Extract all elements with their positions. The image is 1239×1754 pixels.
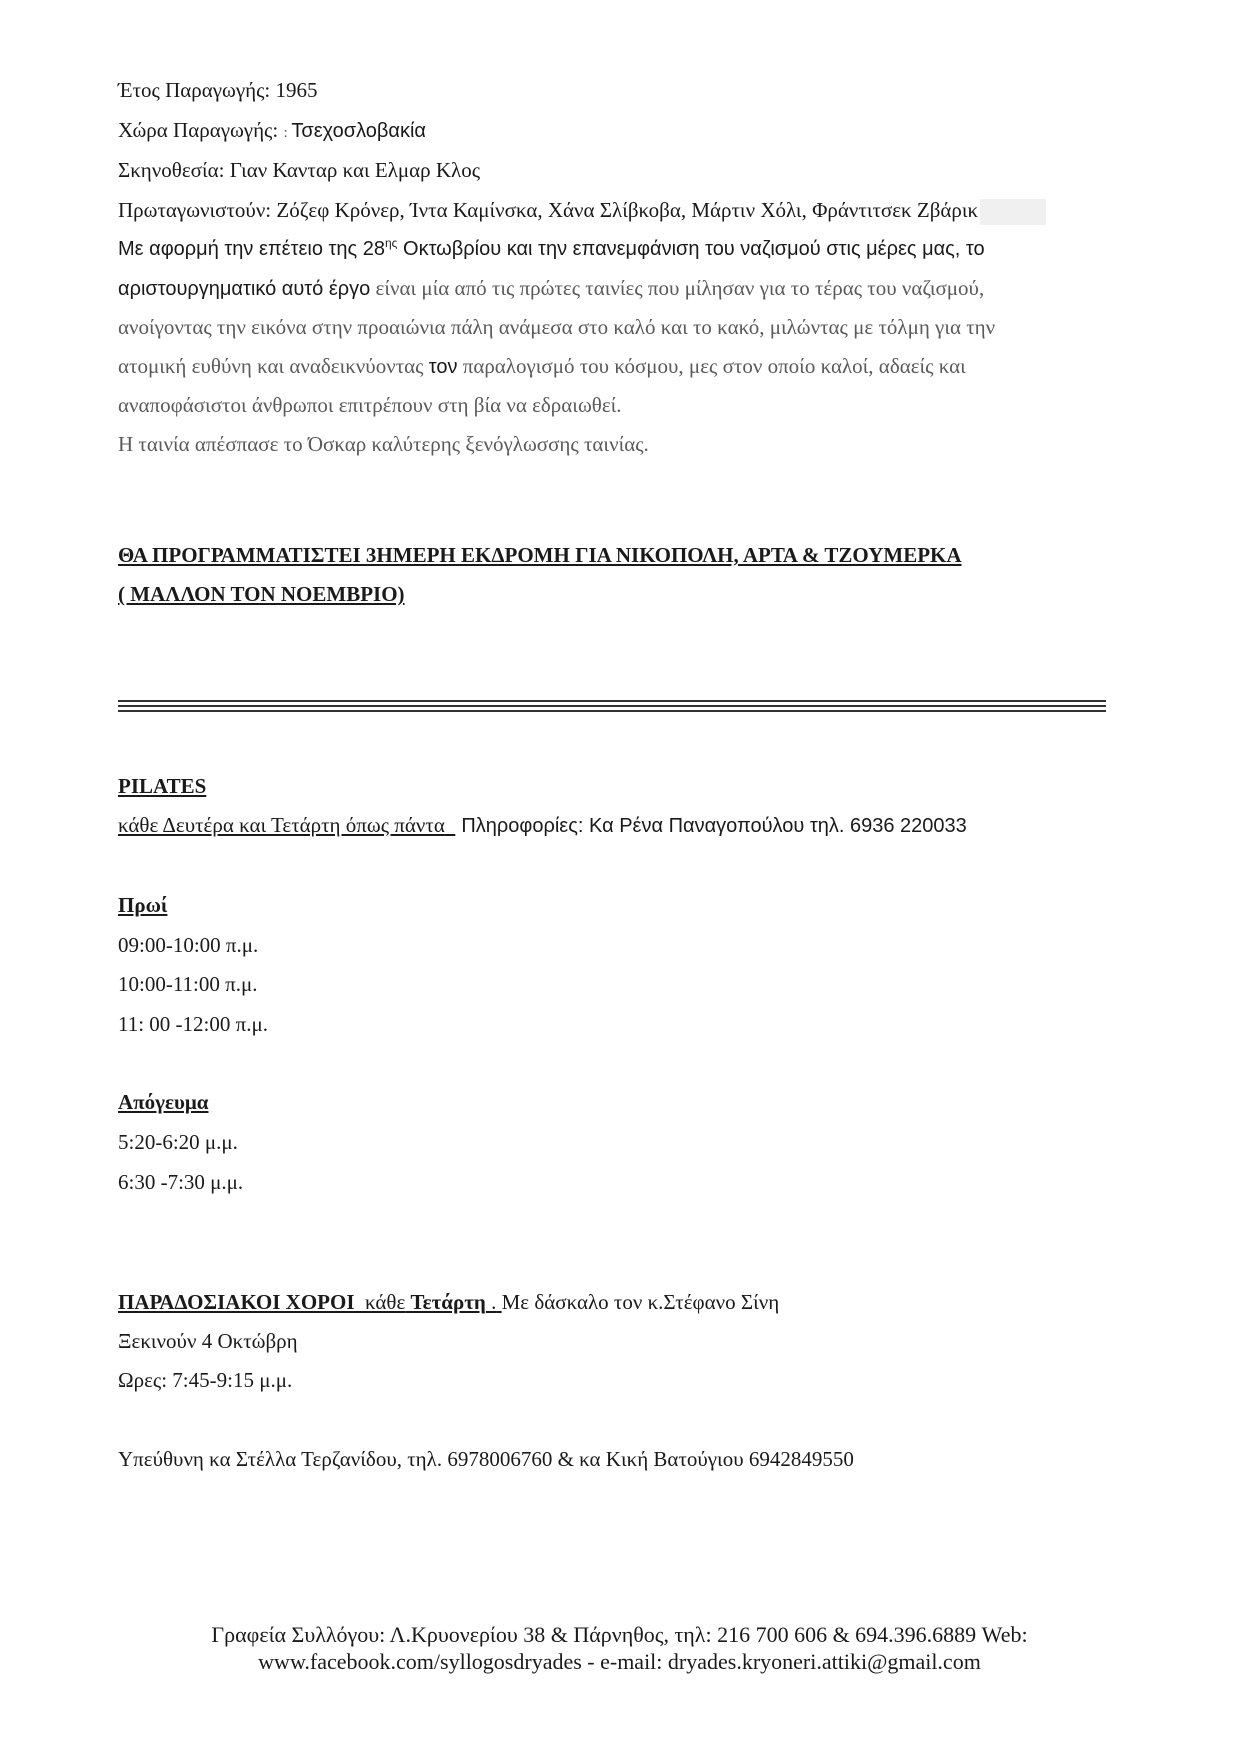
excursion-note: ( ΜΑΛΛΟΝ ΤΟΝ ΝΟΕΜΒΡΙΟ) xyxy=(118,582,405,606)
dances-start: Ξεκινούν 4 Οκτώβρη xyxy=(118,1329,298,1353)
film-cast: Πρωταγωνιστούν: Ζόζεφ Κρόνερ, Ίντα Καμίνσκα, Χάνα Σλίβκοβα, Μάρτιν Χόλι, Φράντιτσεκ Ζβάρικ xyxy=(118,196,1046,225)
pilates-morning-slot: 09:00-10:00 π.μ. xyxy=(118,933,259,957)
film-description-line-5: αναποφάσιστοι άνθρωποι επιτρέπουν στη βία να εδραιωθεί. xyxy=(118,393,622,417)
pilates-morning-slot: 11: 00 -12:00 π.μ. xyxy=(118,1012,268,1036)
footer-address: Γραφεία Συλλόγου: Λ.Κρυονερίου 38 & Πάρνηθος, τηλ: 216 700 606 & 694.396.6889 Web: xyxy=(211,1622,1028,1647)
pilates-morning-label: Πρωί xyxy=(118,893,168,917)
highlight-block xyxy=(980,199,1046,225)
dances-heading: ΠΑΡΑΔΟΣΙΑΚΟΙ ΧΟΡΟΙ κάθε Τετάρτη . Με δάσκαλο τον κ.Στέφανο Σίνη xyxy=(118,1290,780,1314)
film-direction: Σκηνοθεσία: Γιαν Κανταρ και Ελμαρ Κλος xyxy=(118,158,481,182)
film-oscar: Η ταινία απέσπασε το Όσκαρ καλύτερης ξενόγλωσσης ταινίας. xyxy=(118,432,649,456)
excursion-announcement: ΘΑ ΠΡΟΓΡΑΜΜΑΤΙΣΤΕΙ 3ΗΜΕΡΗ ΕΚΔΡΟΜΗ ΓΙΑ ΝΙΚΟΠΟΛΗ, ΑΡΤΑ & ΤΖΟΥΜΕΡΚΑ xyxy=(118,543,962,567)
pilates-afternoon-label: Απόγευμα xyxy=(118,1090,209,1114)
pilates-schedule: κάθε Δευτέρα και Τετάρτη όπως πάντα Πληροφορίες: Κα Ρένα Παναγοπούλου τηλ. 6936 220033 xyxy=(118,813,967,837)
pilates-afternoon-slot: 6:30 -7:30 μ.μ. xyxy=(118,1170,244,1194)
footer-contacts: www.facebook.com/syllogosdryades - e-mail: dryades.kryoneri.attiki@gmail.com xyxy=(258,1649,981,1674)
film-description-line-2: αριστουργηματικό αυτό έργο είναι μία από τις πρώτες ταινίες που μίλησαν για το τέρας του ναζισμού, xyxy=(118,276,985,300)
pilates-morning-slot: 10:00-11:00 π.μ. xyxy=(118,972,258,996)
pilates-title: PILATES xyxy=(118,774,207,798)
film-description-line-1: Με αφορμή την επέτειο της $28^{\eta\varsigma}$ Οκτωβρίου και την επανεμφάνιση του ναζισμού στις μέρες μας, το xyxy=(118,236,985,260)
film-year: Έτος Παραγωγής: 1965 xyxy=(118,78,318,102)
film-description-line-3: ανοίγοντας την εικόνα στην προαιώνια πάλη ανάμεσα στο καλό και το κακό, μιλώντας με τόλμη για την xyxy=(118,315,996,339)
responsible-contacts: Υπεύθυνη κα Στέλλα Τερζανίδου, τηλ. 6978006760 & κα Κική Βατούγιου 6942849550 xyxy=(118,1447,854,1471)
section-divider xyxy=(118,700,1106,714)
pilates-afternoon-slot: 5:20-6:20 μ.μ. xyxy=(118,1130,238,1154)
film-description-line-4: ατομική ευθύνη και αναδεικνύοντας τον παραλογισμό του κόσμου, μες στον οποίο καλοί, αδαείς και xyxy=(118,354,966,378)
film-country: Χώρα Παραγωγής: : Τσεχοσλοβακία xyxy=(118,118,426,142)
dances-hours: Ωρες: 7:45-9:15 μ.μ. xyxy=(118,1368,293,1392)
